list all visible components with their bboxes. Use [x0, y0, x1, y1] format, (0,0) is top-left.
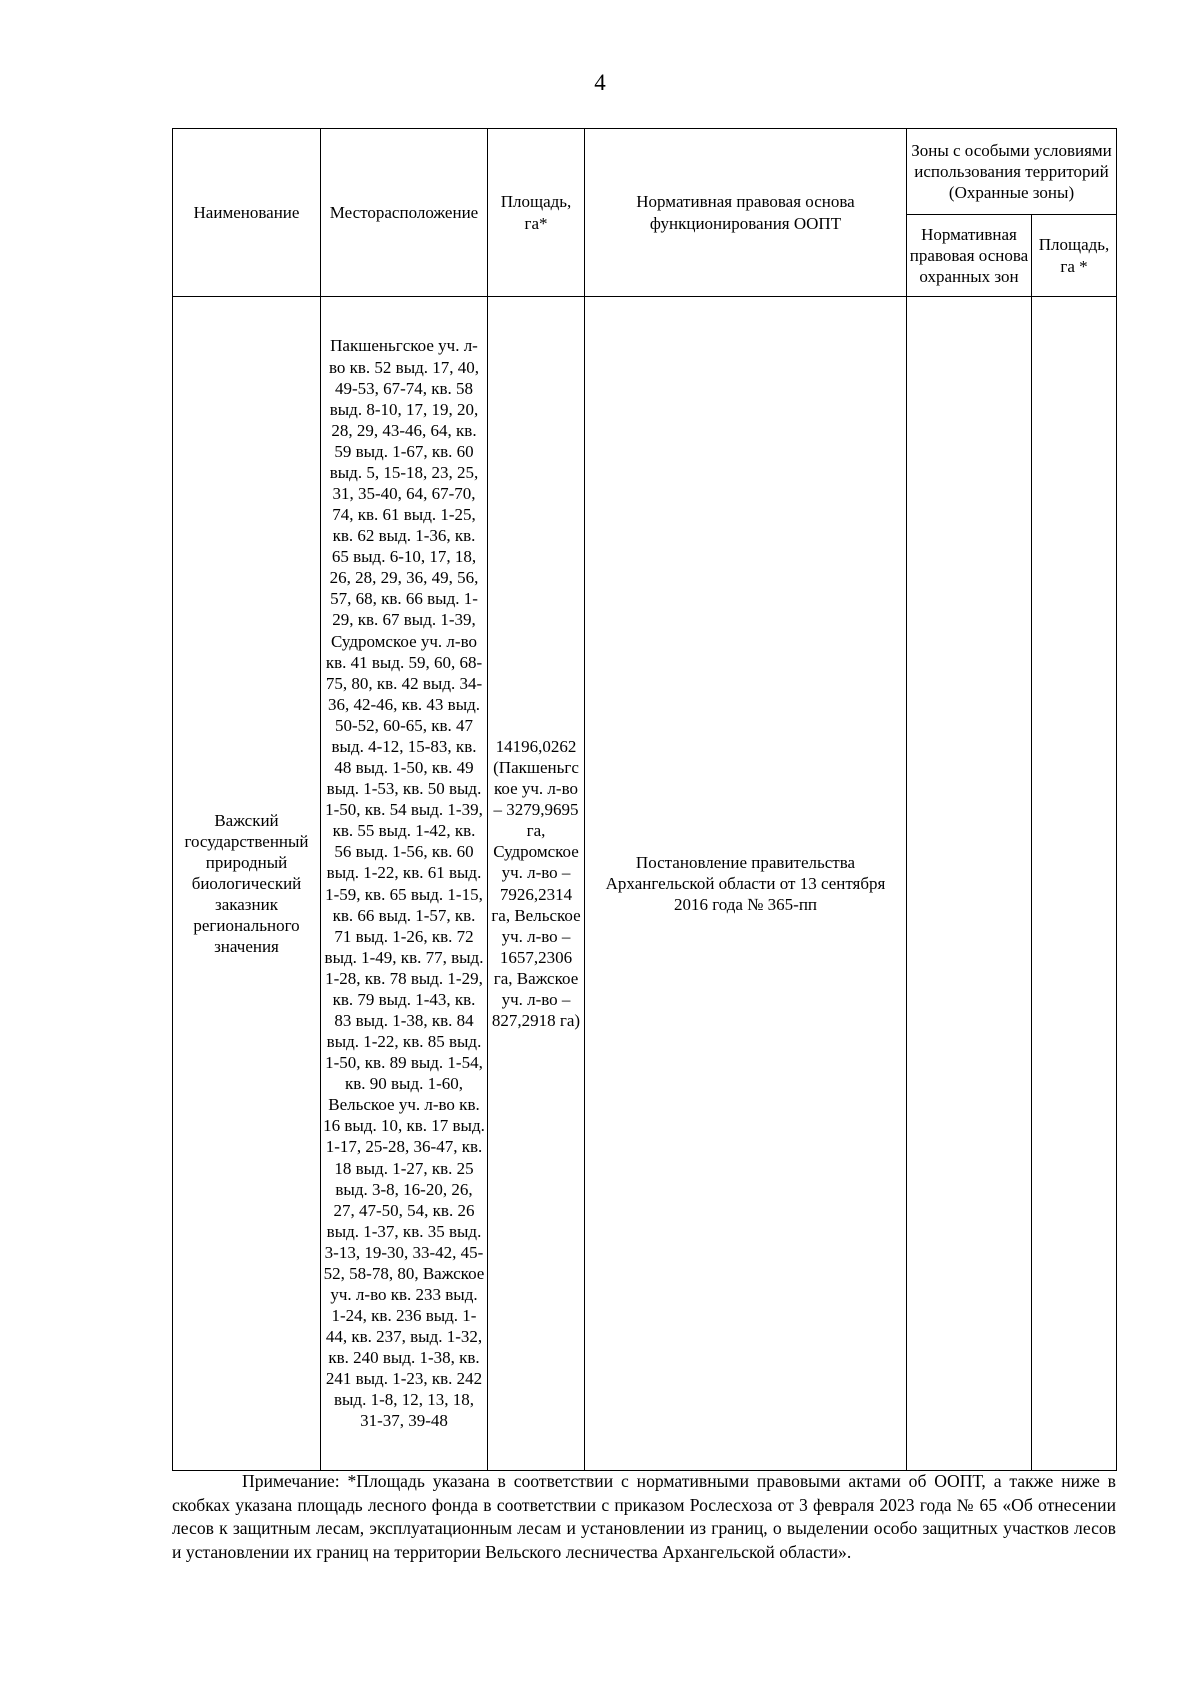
cell-area: 14196,0262 (Пакшеньгское уч. л-во – 3279,9695 га, Судромское уч. л-во – 7926,2314 га, Вельское уч. л-во – 1657,2306 га, Важское уч. л-во – 827,2918 га): [488, 297, 585, 1471]
page-number: 4: [594, 70, 606, 95]
cell-zones-area: [1032, 297, 1117, 1471]
cell-zones-legal-basis: [907, 297, 1032, 1471]
header-zones-area: Площадь, га *: [1032, 215, 1117, 297]
header-zones-legal-basis: Нормативная правовая основа охранных зон: [907, 215, 1032, 297]
cell-location: [321, 297, 488, 1471]
table-row: [173, 297, 1117, 1471]
footnote: [172, 1470, 1116, 1564]
footnote-text: Примечание: *Площадь указана в соответствии с нормативными правовыми актами об ООПТ, а также ниже в скобках указана площадь лесного фонда в соответствии с приказом Рослесхоза от 3 февраля 2023 года № 65 «Об отнесении лесов к защитным лесам, эксплуатационным лесам и установлении из границ, о выделении особо защитных участков лесов и установлении их границ на территории Вельского лесничества Архангельской области».: [172, 1471, 1116, 1562]
header-area: Площадь, га*: [488, 129, 585, 297]
oopt-table: [172, 128, 1117, 1471]
header-name: Наименование: [173, 129, 321, 297]
header-zones-group: Зоны с особыми условиями использования территорий (Охранные зоны): [907, 129, 1117, 215]
cell-legal-basis: Постановление правительства Архангельской области от 13 сентября 2016 года № 365-пп: [585, 297, 907, 1471]
header-location: Месторасположение: [321, 129, 488, 297]
cell-location-text: Пакшеньгское уч. л-во кв. 52 выд. 17, 40, 49-53, 67-74, кв. 58 выд. 8-10, 17, 19, 20, 28, 29, 43-46, 64, кв. 59 выд. 1-67, кв. 60 выд. 5, 15-18, 23, 25, 31, 35-40, 64, 67-70, 74, кв. 61 выд. 1-25, кв. 62 выд. 1-36, кв. 65 выд. 6-10, 17, 18, 26, 28, 29, 36, 49, 56, 57, 68, кв. 66 выд. 1-29, кв. 67 выд. 1-39, Судромское уч. л-во кв. 41 выд. 59, 60, 68-75, 80, кв. 42 выд. 34-36, 42-46, кв. 43 выд. 50-52, 60-65, кв. 47 выд. 4-12, 15-83, кв. 48 выд. 1-50, кв. 49 выд. 1-53, кв. 50 выд. 1-50, кв. 54 выд. 1-39, кв. 55 выд. 1-42, кв. 56 выд. 1-56, кв. 60 выд. 1-22, кв. 61 выд. 1-59, кв. 65 выд. 1-15, кв. 66 выд. 1-57, кв. 71 выд. 1-26, кв. 72 выд. 1-49, кв. 77, выд. 1-28, кв. 78 выд. 1-29, кв. 79 выд. 1-43, кв. 83 выд. 1-38, кв. 84 выд. 1-22, кв. 85 выд. 1-50, кв. 89 выд. 1-54, кв. 90 выд. 1-60, Вельское уч. л-во кв. 16 выд. 10, кв. 17 выд. 1-17, 25-28, 36-47, кв. 18 выд. 1-27, кв. 25 выд. 3-8, 16-20, 26, 27, 47-50, 54, кв. 26 выд. 1-37, кв. 35 выд. 3-13, 19-30, 33-42, 45-52, 58-78, 80, Важское уч. л-во кв. 233 выд. 1-24, кв. 236 выд. 1-44, кв. 237, выд. 1-32, кв. 240 выд. 1-38, кв. 241 выд. 1-23, кв. 242 выд. 1-8, 12, 13, 18, 31-37, 39-48: [323, 336, 485, 1431]
cell-name: Важский государственный природный биологический заказник регионального значения: [173, 297, 321, 1471]
header-legal-basis: Нормативная правовая основа функционирования ООПТ: [585, 129, 907, 297]
